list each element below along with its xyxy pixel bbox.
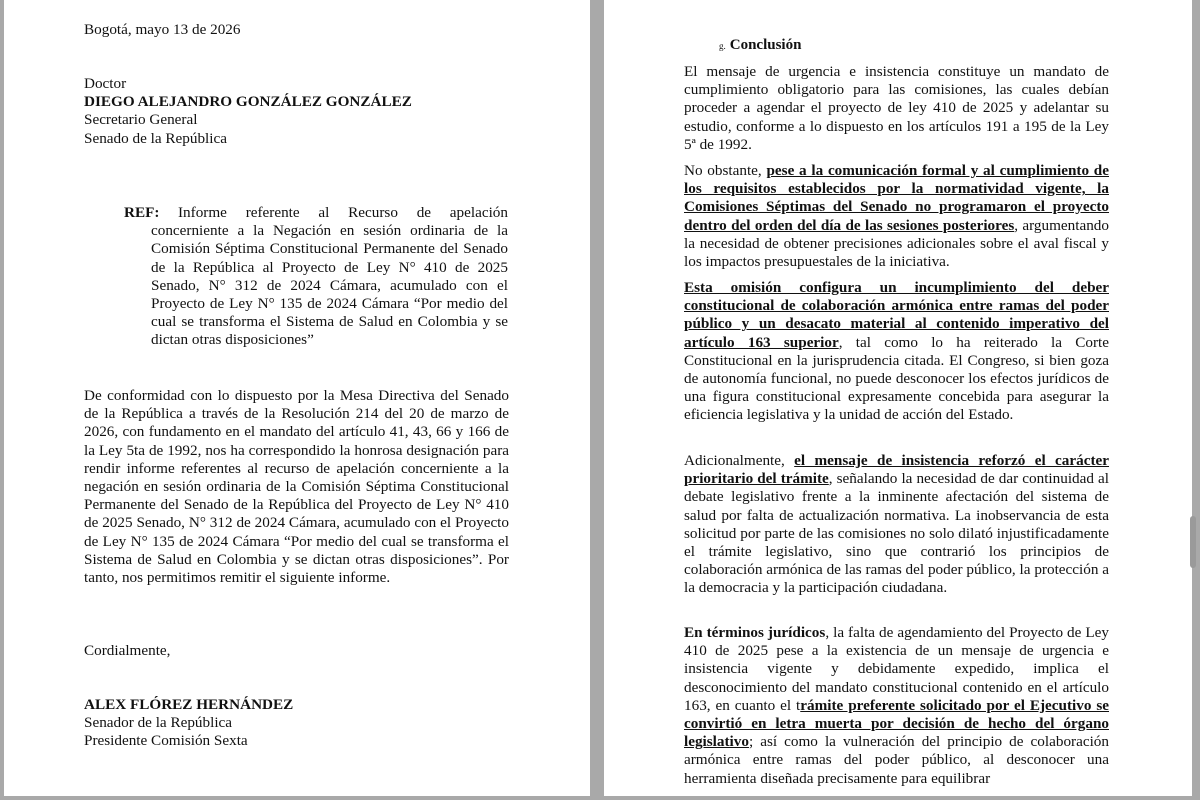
signer-position: Presidente Comisión Sexta xyxy=(84,732,248,750)
recipient-title: Doctor xyxy=(84,75,127,92)
recipient-institution: Senado de la República xyxy=(84,129,227,147)
paragraph-2: No obstante, pese a la comunicación formal y al cumplimiento de los requisitos establecidos por la normatividad vigente, la Comisiones Séptimas del Senado no programaron el proyecto dentro del orden del día de las sesiones posteriores, argumentando la necesidad de obtener precisiones adicionales sobre el aval fiscal y los impactos presupuestales de la iniciativa. xyxy=(684,162,1109,271)
ref-label: REF: xyxy=(124,204,160,221)
vertical-scrollbar[interactable] xyxy=(1190,516,1196,568)
ref-text: Informe referente al Recurso de apelación concerniente a la Negación en sesión ordinaria de la Comisión Séptima Constitucional Permanente del Senado de la República al Proyecto de Ley N° 410 de 2025 Senado, N° 312 de 2024 Cámara, acumulado con el Proyecto de Ley N° 135 de 2024 Cámara “Por medio del cual se transforma el Sistema de Salud en Colombia y se dictan otras disposiciones” xyxy=(151,204,508,349)
letter-body: De conformidad con lo dispuesto por la Mesa Directiva del Senado de la República a través de la Resolución 214 del 20 de marzo de 2026, con fundamento en el mandato del artículo 41, 43, 66 y 166 de la Ley 5ta de 1992, nos ha correspondido la honrosa designación para rendir informe referentes al recurso de apelación concerniente a la negación en sesión ordinaria de la Comisión Séptima Constitucional Permanente del Senado de la República del Proyecto de Ley N° 410 de 2025 Senado, N° 312 de 2024 Cámara, acumulado con el Proyecto de Ley N° 135 de 2024 Cámara “Por medio del cual se transforma el Sistema de Salud en Colombia y se dictan otras disposiciones”. Por tanto, nos permitimos remitir el siguiente informe. xyxy=(84,387,509,587)
paragraph-4-emphasis: el mensaje de insistencia reforzó el carácter prioritario del trámite xyxy=(684,452,1110,488)
recipient-position: Secretario General xyxy=(84,111,198,129)
signature-block xyxy=(84,696,293,751)
paragraph-2-emphasis: pese a la comunicación formal y al cumplimiento de los requisitos establecidos por la normatividad vigente, la Comisiones Séptimas del Senado no programaron el proyecto dentro del orden del día de las sesiones posteriores xyxy=(684,162,1109,234)
paragraph-5: En términos jurídicos, la falta de agendamiento del Proyecto de Ley 410 de 2025 pese a la existencia de un mensaje de urgencia e insistencia vigente y debidamente expedido, implica el desconocimiento del mandato constitucional contenido en el artículo 163, en cuanto el trámite preferente solicitado por el Ejecutivo se convirtió en letra muerta por decisión de hecho del órgano legislativo; así como la vulneración del principio de colaboración armónica entre ramas del poder público, al desconocer una herramienta diseñada precisamente para equilibrar xyxy=(684,624,1109,787)
paragraph-3: Esta omisión configura un incumplimiento del deber constitucional de colaboración armónica entre ramas del poder público y un desacato material al contenido imperativo del artículo 163 superior, tal como lo ha reiterado la Corte Constitucional en la jurisprudencia citada. El Congreso, si bien goza de autonomía funcional, no puede desconocer los efectos jurídicos de una figura constitucional expresamente concebida para asegurar la eficiencia legislativa y la unidad de acción del Estado. xyxy=(684,279,1109,424)
signer-name: ALEX FLÓREZ HERNÁNDEZ xyxy=(84,696,294,713)
letter-date: Bogotá, mayo 13 de 2026 xyxy=(84,21,241,38)
section-heading xyxy=(719,37,801,54)
recipient-block xyxy=(84,75,412,148)
paragraph-5-lead: En términos jurídicos xyxy=(684,624,826,641)
document-page-left xyxy=(4,0,590,796)
paragraph-1: El mensaje de urgencia e insistencia constituye un mandato de cumplimiento obligatorio para las comisiones, las cuales debían proceder a agendar el proyecto de ley 410 de 2025 y adelantar su estudio, conforme a lo dispuesto en los artículos 191 a 195 de la Ley 5ª de 1992. xyxy=(684,63,1109,153)
letter-closing: Cordialmente, xyxy=(84,642,171,659)
section-number: g. xyxy=(719,41,726,51)
paragraph-5-emphasis: rámite preferente solicitado por el Ejecutivo se convirtió en letra muerta por decisión de hecho del órgano legislativo xyxy=(684,696,1109,751)
paragraph-4: Adicionalmente, el mensaje de insistencia reforzó el carácter prioritario del trámite, señalando la necesidad de dar continuidad al debate legislativo frente a la inminente afectación del sistema de salud por falta de actualización normativa. La inobservancia de esta solicitud por parte de las comisiones no solo dilató injustificadamente el trámite legislativo, sino que contrarió los principios de colaboración armónica de las ramas del poder público, la protección a la democracia y la participación ciudadana. xyxy=(684,452,1110,597)
paragraph-3-emphasis: Esta omisión configura un incumplimiento del deber constitucional de colaboración armónica entre ramas del poder público y un desacato material al contenido imperativo del artículo 163 superior xyxy=(684,279,1109,351)
signer-role: Senador de la República xyxy=(84,714,233,732)
recipient-name: DIEGO ALEJANDRO GONZÁLEZ GONZÁLEZ xyxy=(84,93,412,111)
document-page-right xyxy=(604,0,1192,796)
section-title: Conclusión xyxy=(729,37,802,53)
